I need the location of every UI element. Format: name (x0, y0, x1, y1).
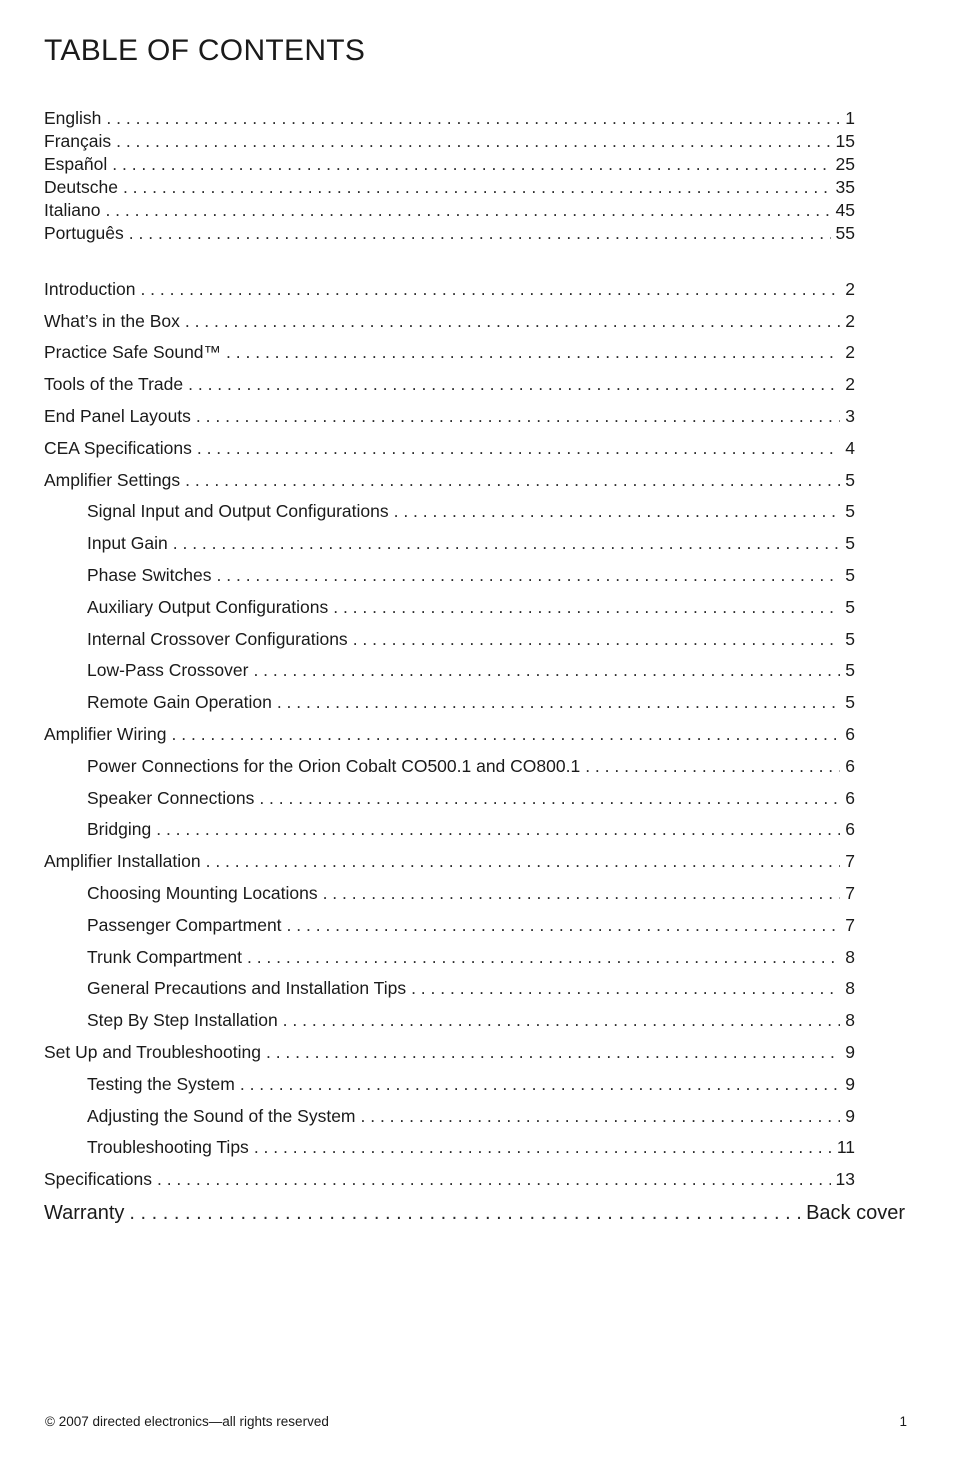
toc-page-number: 5 (845, 501, 855, 521)
toc-section-entry[interactable] (44, 405, 855, 427)
toc-leader-dots (206, 850, 841, 872)
toc-page-number: 5 (845, 565, 855, 585)
toc-leader-dots (112, 153, 830, 175)
toc-entry-label: Tools of the Trade (44, 374, 184, 394)
toc-leader-dots (254, 1136, 832, 1158)
toc-language-entry[interactable] (44, 130, 855, 152)
toc-subsection-entry[interactable] (87, 946, 855, 968)
toc-entry-label: Introduction (44, 279, 136, 299)
toc-entry-label: Internal Crossover Configurations (87, 629, 348, 649)
toc-leader-dots (123, 176, 831, 198)
toc-page-number: 9 (845, 1074, 855, 1094)
toc-entry-label: Set Up and Troubleshooting (44, 1042, 261, 1062)
toc-leader-dots (353, 628, 841, 650)
toc-page-number: 25 (835, 154, 855, 174)
toc-leader-dots (157, 1168, 831, 1190)
toc-leader-dots (585, 755, 840, 777)
toc-section-entry[interactable] (44, 278, 855, 300)
toc-page-number: 9 (845, 1106, 855, 1126)
toc-leader-dots (266, 1041, 840, 1063)
toc-leader-dots (196, 405, 840, 427)
toc-leader-dots (129, 222, 831, 244)
toc-entry-label: Remote Gain Operation (87, 692, 272, 712)
toc-entry-label: Amplifier Settings (44, 470, 181, 490)
footer-copyright: © 2007 directed electronics—all rights reserved (45, 1414, 329, 1429)
toc-leader-dots (259, 787, 840, 809)
toc-entry-label: Troubleshooting Tips (87, 1137, 249, 1157)
toc-page-number: 5 (845, 629, 855, 649)
toc-page-number: 5 (845, 533, 855, 553)
toc-page-number: 6 (845, 788, 855, 808)
toc-entry-label: Adjusting the Sound of the System (87, 1106, 356, 1126)
toc-entry-label: End Panel Layouts (44, 406, 191, 426)
toc-section-entry[interactable] (44, 1041, 855, 1063)
toc-leader-dots (253, 659, 840, 681)
toc-entry-label: Testing the System (87, 1074, 235, 1094)
toc-leader-dots (333, 596, 840, 618)
toc-entry-label: Step By Step Installation (87, 1010, 278, 1030)
toc-entry-label: Input Gain (87, 533, 168, 553)
toc-entry-label: Auxiliary Output Configurations (87, 597, 329, 617)
toc-language-entry[interactable] (44, 107, 855, 129)
toc-subsection-entry[interactable] (87, 882, 855, 904)
toc-entry-label: Français (44, 131, 112, 151)
toc-leader-dots (156, 818, 840, 840)
toc-subsection-entry[interactable] (87, 659, 855, 681)
toc-leader-dots (323, 882, 841, 904)
toc-page-number: 2 (845, 374, 855, 394)
toc-entry-label: Signal Input and Output Configurations (87, 501, 389, 521)
toc-leader-dots (240, 1073, 840, 1095)
toc-page-number: 5 (845, 692, 855, 712)
toc-entry-label: Low-Pass Crossover (87, 660, 249, 680)
toc-subsection-entry[interactable] (87, 596, 855, 618)
toc-entry-label: Deutsche (44, 177, 118, 197)
toc-subsection-entry[interactable] (87, 1073, 855, 1095)
toc-entry-label: Amplifier Wiring (44, 724, 167, 744)
toc-page-number: 5 (845, 597, 855, 617)
toc-subsection-entry[interactable] (87, 532, 855, 554)
page-title: TABLE OF CONTENTS (44, 34, 366, 67)
toc-leader-dots (185, 310, 840, 332)
toc-subsection-entry[interactable] (87, 691, 855, 713)
toc-page-number: 11 (836, 1137, 855, 1157)
toc-entry-label: Bridging (87, 819, 152, 839)
toc-leader-dots (172, 723, 841, 745)
toc-page-number: 3 (845, 406, 855, 426)
toc-leader-dots (188, 373, 840, 395)
toc-leader-dots (116, 130, 830, 152)
toc-leader-dots (185, 469, 840, 491)
toc-subsection-entry[interactable] (87, 755, 855, 777)
toc-section-entry[interactable] (44, 341, 855, 363)
toc-section-entry[interactable] (44, 469, 855, 491)
toc-page-number: 7 (845, 883, 855, 903)
toc-page-number: 9 (845, 1042, 855, 1062)
toc-leader-dots (394, 500, 841, 522)
toc-subsection-entry[interactable] (87, 1136, 855, 1158)
toc-entry-label: Trunk Compartment (87, 947, 242, 967)
toc-page-number: Back cover (806, 1202, 905, 1224)
toc-page-number: 35 (835, 177, 855, 197)
toc-entry-label: Italiano (44, 200, 101, 220)
toc-page-number: 55 (835, 223, 855, 243)
toc-entry-label: Español (44, 154, 108, 174)
toc-section-entry[interactable] (44, 850, 855, 872)
toc-leader-dots (283, 1009, 841, 1031)
toc-section-entry[interactable] (44, 1168, 855, 1190)
toc-page-number: 6 (845, 819, 855, 839)
toc-subsection-entry[interactable] (87, 564, 855, 586)
toc-leader-dots (140, 278, 840, 300)
toc-leader-dots (287, 914, 841, 936)
toc-page-number: 4 (845, 438, 855, 458)
toc-page-number: 2 (845, 342, 855, 362)
toc-subsection-entry[interactable] (87, 977, 855, 999)
toc-entry-label: Choosing Mounting Locations (87, 883, 318, 903)
toc-page-number: 45 (835, 200, 855, 220)
toc-subsection-entry[interactable] (87, 818, 855, 840)
toc-entry-label: Power Connections for the Orion Cobalt CO500.1 and CO800.1 (87, 756, 581, 776)
toc-page-number: 2 (845, 311, 855, 331)
toc-page-number: 8 (845, 1010, 855, 1030)
footer-page-number: 1 (899, 1414, 907, 1429)
toc-language-entry[interactable] (44, 199, 855, 221)
toc-page-number: 2 (845, 279, 855, 299)
toc-leader-dots (217, 564, 841, 586)
toc-page-number: 5 (845, 660, 855, 680)
toc-page-number: 13 (835, 1169, 855, 1189)
toc-leader-dots (277, 691, 840, 713)
toc-entry-label: English (44, 108, 102, 128)
toc-section-entry[interactable] (44, 310, 855, 332)
toc-entry-label: Amplifier Installation (44, 851, 201, 871)
toc-leader-dots (129, 1200, 801, 1226)
toc-leader-dots (411, 977, 840, 999)
toc-page-number: 8 (845, 947, 855, 967)
toc-subsection-entry[interactable] (87, 787, 855, 809)
toc-page-number: 7 (845, 851, 855, 871)
toc-language-entry[interactable] (44, 222, 855, 244)
toc-section-entry[interactable] (44, 373, 855, 395)
toc-page-number: 15 (835, 131, 855, 151)
toc-subsection-entry[interactable] (87, 914, 855, 936)
toc-leader-dots (226, 341, 840, 363)
toc-entry-label: Português (44, 223, 124, 243)
toc-warranty-entry[interactable] (44, 1200, 905, 1226)
toc-subsection-entry[interactable] (87, 1009, 855, 1031)
toc-subsection-entry[interactable] (87, 628, 855, 650)
toc-leader-dots (106, 107, 840, 129)
toc-page-number: 8 (845, 978, 855, 998)
toc-leader-dots (105, 199, 830, 221)
toc-leader-dots (173, 532, 841, 554)
toc-page-number: 5 (845, 470, 855, 490)
toc-entry-label: Specifications (44, 1169, 152, 1189)
toc-entry-label: Speaker Connections (87, 788, 255, 808)
toc-page-number: 6 (845, 724, 855, 744)
toc-section-entry[interactable] (44, 723, 855, 745)
toc-page-number: 6 (845, 756, 855, 776)
toc-entry-label: Practice Safe Sound™ (44, 342, 222, 362)
toc-entry-label: General Precautions and Installation Tips (87, 978, 407, 998)
toc-section-entry[interactable] (44, 437, 855, 459)
toc-page-number: 7 (845, 915, 855, 935)
toc-leader-dots (197, 437, 840, 459)
toc-entry-label: Passenger Compartment (87, 915, 282, 935)
toc-entry-label: Phase Switches (87, 565, 212, 585)
toc-language-entry[interactable] (44, 153, 855, 175)
toc-subsection-entry[interactable] (87, 500, 855, 522)
toc-page-number: 1 (845, 108, 855, 128)
toc-language-entry[interactable] (44, 176, 855, 198)
toc-leader-dots (361, 1105, 841, 1127)
toc-entry-label: Warranty (44, 1202, 125, 1224)
toc-subsection-entry[interactable] (87, 1105, 855, 1127)
toc-entry-label: CEA Specifications (44, 438, 192, 458)
toc-entry-label: What’s in the Box (44, 311, 180, 331)
toc-leader-dots (247, 946, 840, 968)
